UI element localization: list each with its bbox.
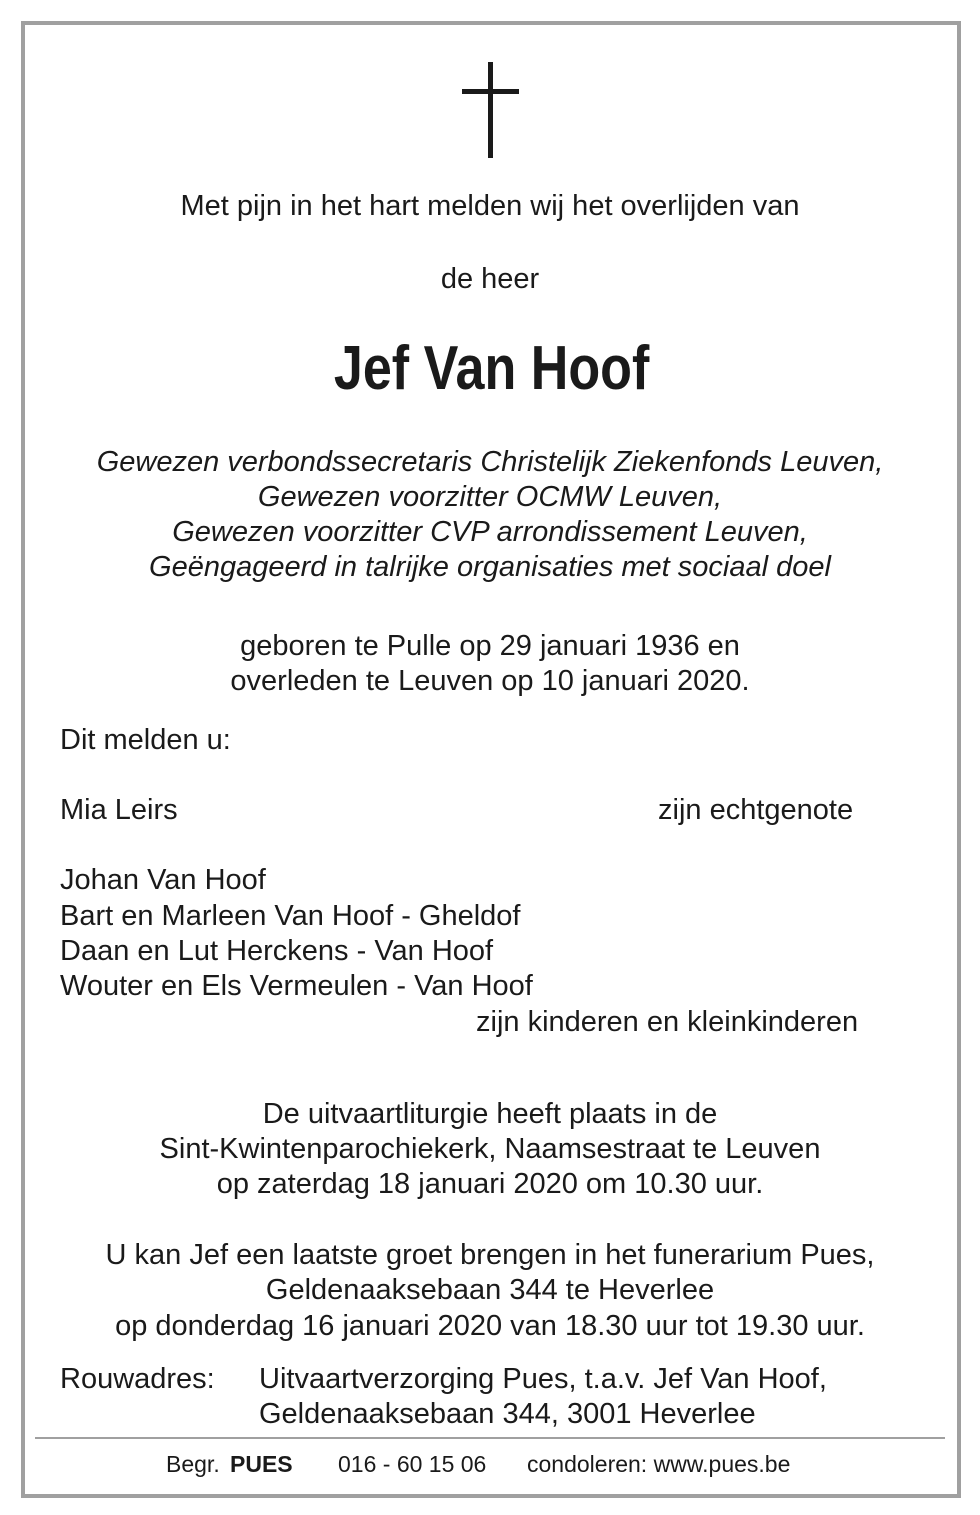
title-line: Gewezen verbondssecretaris Christelijk Ziekenfonds Leuven, [96, 446, 884, 478]
child-line: Daan en Lut Herckens - Van Hoof [60, 935, 494, 967]
visitation-line: Geldenaaksebaan 344 te Heverlee [265, 1274, 715, 1306]
funeral-line: Sint-Kwintenparochiekerk, Naamsestraat te Leuven [159, 1133, 821, 1165]
cross-icon [0, 0, 980, 170]
funeral-line: De uitvaartliturgie heeft plaats in de [262, 1098, 718, 1130]
deceased-name: Jef Van Hoof [333, 334, 650, 403]
child-line: Wouter en Els Vermeulen - Van Hoof [60, 970, 533, 1002]
footer-divider [35, 1437, 945, 1439]
birth-line: geboren te Pulle op 29 januari 1936 en [240, 630, 740, 662]
address-label: Rouwadres: [60, 1363, 215, 1395]
footer-phone: 016 - 60 15 06 [338, 1451, 487, 1477]
death-line: overleden te Leuven op 10 januari 2020. [230, 665, 750, 697]
visitation-line: U kan Jef een laatste groet brengen in het funerarium Pues, [105, 1239, 875, 1271]
child-line: Bart en Marleen Van Hoof - Gheldof [60, 900, 521, 932]
children-relation: zijn kinderen en kleinkinderen [476, 1006, 859, 1038]
footer-company: PUES [230, 1451, 293, 1477]
intro-text: Met pijn in het hart melden wij het overlijden van [180, 190, 800, 222]
funeral-line: op zaterdag 18 januari 2020 om 10.30 uur. [216, 1168, 764, 1200]
spouse-relation: zijn echtgenote [658, 794, 854, 826]
title-line: Gewezen voorzitter OCMW Leuven, [257, 481, 723, 513]
child-line: Johan Van Hoof [60, 864, 266, 896]
footer-condolences-link[interactable]: condoleren: www.pues.be [527, 1451, 791, 1477]
salutation: de heer [440, 263, 540, 295]
address-line: Uitvaartverzorging Pues, t.a.v. Jef Van Hoof, [259, 1363, 827, 1395]
address-line: Geldenaaksebaan 344, 3001 Heverlee [259, 1398, 756, 1430]
footer-prefix: Begr. [166, 1451, 220, 1477]
title-line: Gewezen voorzitter CVP arrondissement Leuven, [172, 516, 808, 548]
announcers-intro: Dit melden u: [60, 724, 231, 756]
spouse-name: Mia Leirs [60, 794, 178, 826]
visitation-line: op donderdag 16 januari 2020 van 18.30 uur tot 19.30 uur. [115, 1310, 865, 1342]
title-line: Geëngageerd in talrijke organisaties met sociaal doel [149, 551, 831, 583]
